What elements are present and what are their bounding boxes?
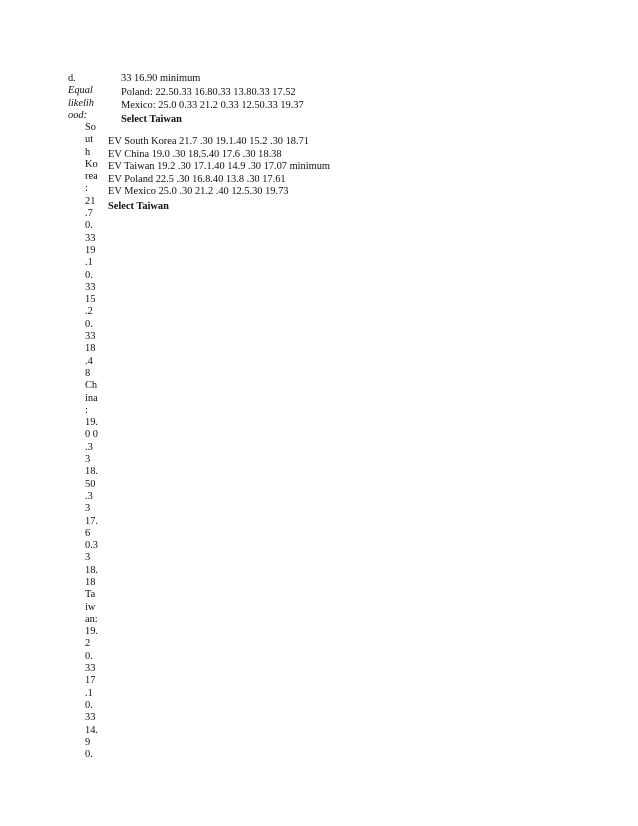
- narrow-column-line: 19: [85, 244, 96, 256]
- narrow-column-line: 9: [85, 736, 91, 748]
- ev-line-south-korea: EV South Korea 21.7 .30 19.1.40 15.2 .30 18.71: [108, 136, 309, 147]
- block2-select-taiwan: Select Taiwan: [108, 201, 169, 212]
- narrow-column-line: rea: [85, 171, 98, 183]
- narrow-column-line: 6: [85, 527, 91, 539]
- narrow-column-line: 18: [85, 576, 96, 588]
- narrow-column-line: 21: [85, 195, 96, 207]
- narrow-column-line: 0.: [85, 220, 93, 232]
- label-line-ood: ood:: [68, 110, 88, 122]
- narrow-column-line: So: [85, 122, 96, 133]
- narrow-column-line: 33: [85, 331, 96, 343]
- narrow-column-line: 33: [85, 281, 96, 293]
- narrow-column-line: 0.: [85, 650, 93, 662]
- narrow-column-line: .7: [85, 208, 93, 220]
- narrow-column-line: :: [85, 183, 88, 195]
- narrow-column-line: 0 0: [85, 429, 98, 441]
- narrow-column-line: 14.: [85, 724, 98, 736]
- narrow-column-line: 15: [85, 294, 96, 306]
- narrow-column-line: 19.: [85, 626, 98, 638]
- narrow-column-line: :: [85, 404, 88, 416]
- label-line-equal: Equal: [68, 85, 93, 97]
- ev-line-china: EV China 19.0 .30 18.5.40 17.6 .30 18.38: [108, 149, 282, 160]
- narrow-column-line: 18.: [85, 466, 98, 478]
- narrow-column-line: 0.3: [85, 540, 98, 552]
- narrow-column-line: iw: [85, 601, 96, 613]
- ev-line-taiwan: EV Taiwan 19.2 .30 17.1.40 14.9 .30 17.07 minimum: [108, 161, 330, 172]
- label-line-likelih: likelih: [68, 97, 94, 109]
- narrow-column-line: 2: [85, 638, 91, 650]
- narrow-column-line: .3: [85, 490, 93, 502]
- narrow-column-line: 3: [85, 552, 91, 564]
- block1-select-taiwan: Select Taiwan: [121, 114, 182, 125]
- narrow-column-line: ut: [85, 134, 94, 146]
- narrow-column-line: 3: [85, 503, 91, 515]
- narrow-column-line: 33: [85, 663, 96, 675]
- equal-likelihood-label: [68, 72, 94, 122]
- narrow-column-line: 19.: [85, 417, 98, 429]
- narrow-column-line: an:: [85, 613, 98, 625]
- block1-line-poland: Poland: 22.50.33 16.80.33 13.80.33 17.52: [121, 87, 296, 98]
- narrow-column-line: ina: [85, 392, 98, 404]
- narrow-column-line: 0.: [85, 318, 93, 330]
- block1-line-1: 33 16.90 minimum: [121, 73, 201, 84]
- narrow-wrapped-column: [85, 122, 107, 761]
- narrow-column-line: .1: [85, 687, 93, 699]
- narrow-column-line: .2: [85, 306, 93, 318]
- narrow-column-line: 0.: [85, 699, 93, 711]
- ev-line-poland: EV Poland 22.5 .30 16.8.40 13.8 .30 17.61: [108, 174, 286, 185]
- narrow-column-line: Ta: [85, 589, 96, 601]
- narrow-column-line: .1: [85, 257, 93, 269]
- narrow-column-line: h: [85, 146, 91, 158]
- narrow-column-line: 0.: [85, 269, 93, 281]
- narrow-column-line: .3: [85, 441, 93, 453]
- narrow-column-line: 17.: [85, 515, 98, 527]
- narrow-column-line: Ko: [85, 158, 98, 170]
- narrow-column-line: 18.: [85, 564, 98, 576]
- narrow-column-line: 0.: [85, 749, 93, 761]
- narrow-column-line: 33: [85, 712, 96, 724]
- narrow-column-line: 33: [85, 232, 96, 244]
- narrow-column-line: .4: [85, 355, 93, 367]
- narrow-column-line: 50: [85, 478, 96, 490]
- ev-line-mexico: EV Mexico 25.0 .30 21.2 .40 12.5.30 19.73: [108, 186, 289, 197]
- narrow-column-line: 3: [85, 454, 91, 466]
- label-line-d: d.: [68, 73, 76, 84]
- narrow-column-line: 8: [85, 367, 91, 379]
- narrow-column-line: Ch: [85, 380, 98, 392]
- narrow-column-line: 17: [85, 675, 96, 687]
- narrow-column-line: 18: [85, 343, 96, 355]
- block1-line-mexico: Mexico: 25.0 0.33 21.2 0.33 12.50.33 19.37: [121, 100, 304, 111]
